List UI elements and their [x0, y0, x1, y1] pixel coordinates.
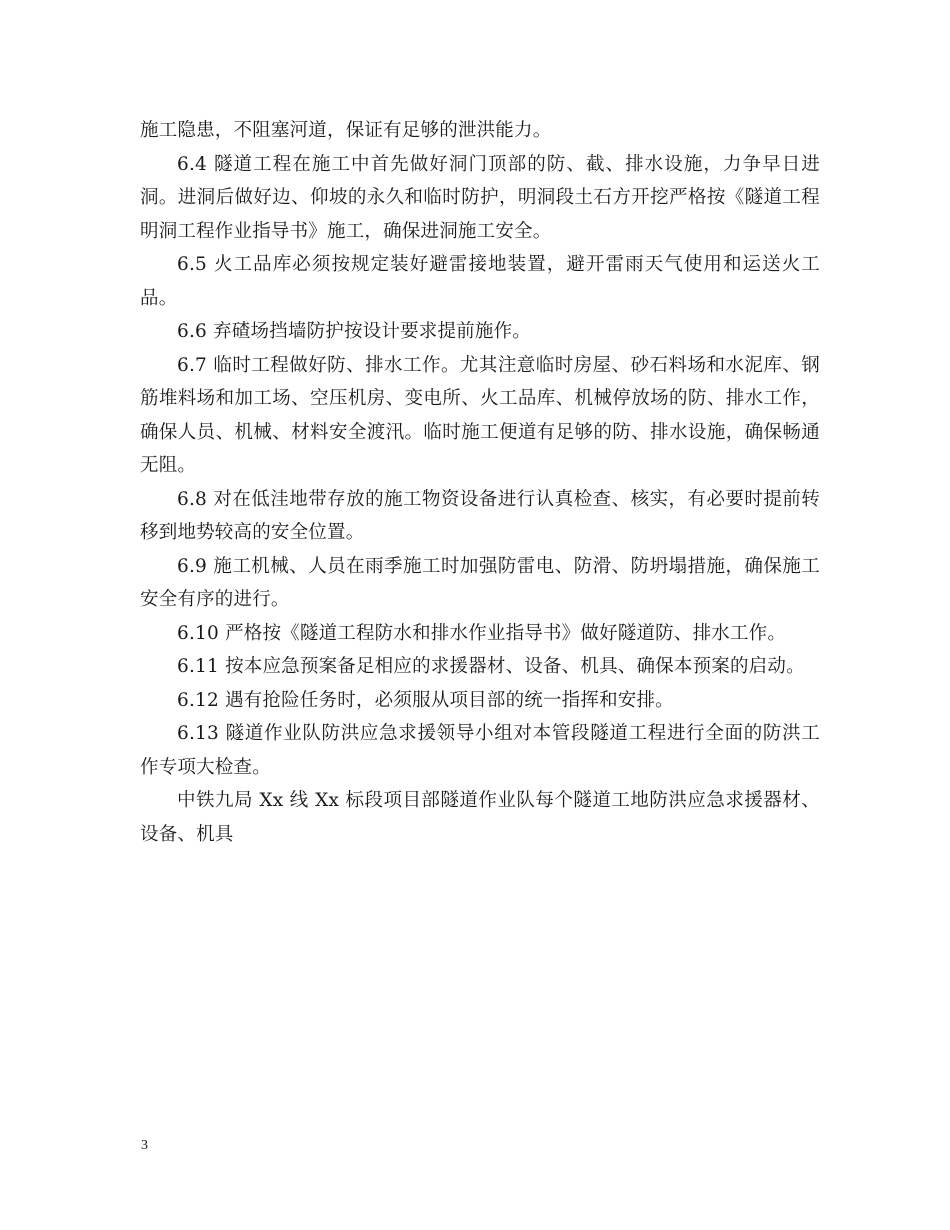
paragraph-6-12: 6.12 遇有抢险任务时，必须服从项目部的统一指挥和安排。	[177, 689, 674, 711]
paragraph-6-4: 6.4 隧道工程在施工中首先做好洞门顶部的防、截、排水设施，力争早日进洞。进洞后做好边、仰坡的永久和临时防护，明洞段土石方开挖严格按《隧道工程明洞工程作业指导书》施工，确保进洞施工安全。	[140, 153, 820, 242]
paragraph-6-11: 6.11 按本应急预案备足相应的求援器材、设备、机具、确保本预案的启动。	[177, 656, 805, 677]
paragraph-6-10: 6.10 严格按《隧道工程防水和排水作业指导书》做好隧道防、排水工作。	[177, 622, 787, 644]
paragraph-6-5: 6.5 火工品库必须按规定装好避雷接地装置，避开雷雨天气使用和运送火工品。	[140, 254, 820, 309]
document-body	[140, 114, 820, 851]
paragraph-6-13: 6.13 隧道作业队防洪应急求援领导小组对本管段隧道工程进行全面的防洪工作专项大检查。	[140, 723, 820, 778]
paragraph-equipment-heading: 中铁九局 Xx 线 Xx 标段项目部隧道作业队每个隧道工地防洪应急求援器材、设备、机具	[140, 790, 820, 845]
page-number: 3	[141, 1138, 148, 1153]
paragraph-continuation: 施工隐患，不阻塞河道，保证有足够的泄洪能力。	[140, 120, 552, 141]
paragraph-6-8: 6.8 对在低洼地带存放的施工物资设备进行认真检查、核实，有必要时提前转移到地势较高的安全位置。	[140, 488, 820, 543]
paragraph-6-7: 6.7 临时工程做好防、排水工作。尤其注意临时房屋、砂石料场和水泥库、钢筋堆料场和加工场、空压机房、变电所、火工品库、机械停放场的防、排水工作，确保人员、机械、材料安全渡汛。临时施工便道有足够的防、排水设施，确保畅通无阻。	[140, 354, 820, 476]
paragraph-6-6: 6.6 弃碴场挡墙防护按设计要求提前施作。	[177, 321, 532, 342]
paragraph-6-9: 6.9 施工机械、人员在雨季施工时加强防雷电、防滑、防坍塌措施，确保施工安全有序的进行。	[140, 555, 820, 610]
